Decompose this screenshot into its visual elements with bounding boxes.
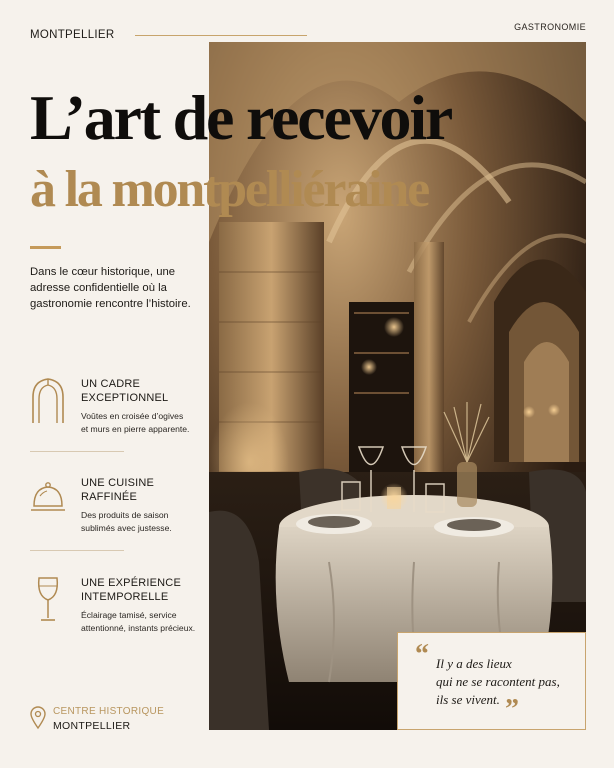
feature-divider [30, 451, 124, 452]
close-quote-mark: ” [505, 694, 519, 725]
city-label: MONTPELLIER [30, 29, 115, 41]
headline-line-2: à la montpelliéraine [30, 161, 428, 218]
feature-title: UN CADRE EXCEPTIONNEL [81, 378, 169, 404]
feature-description: Des produits de saison sublimés avec justesse. [81, 510, 172, 533]
location-pin-icon [30, 706, 46, 730]
quote-text: Il y a des lieux qui ne se racontent pas, ils se vivent. [436, 656, 560, 707]
intro-text: Dans le cœur historique, une adresse confidentielle où la gastronomie rencontre l’histoire. [30, 266, 191, 310]
feature-description: Éclairage tamisé, service attentionné, instants précieux. [81, 610, 196, 633]
feature-title: UNE EXPÉRIENCE INTEMPORELLE [81, 577, 181, 603]
open-quote-mark: “ [415, 639, 429, 670]
category-label: GASTRONOMIE [514, 22, 586, 32]
feature-title: UNE CUISINE RAFFINÉE [81, 477, 155, 503]
headline-line-1: L’art de recevoir [30, 82, 452, 153]
headline [30, 82, 590, 218]
header-divider [135, 35, 307, 36]
arch-icon [30, 377, 66, 425]
feature-description: Voûtes en croisée d’ogives et murs en pierre apparente. [81, 411, 190, 434]
location-district: CENTRE HISTORIQUE [53, 706, 165, 717]
wine-glass-icon [30, 576, 66, 624]
quote-box [397, 632, 586, 730]
accent-divider [30, 246, 61, 249]
feature-divider [30, 550, 124, 551]
cloche-icon [30, 476, 66, 524]
location-city: MONTPELLIER [53, 720, 131, 732]
